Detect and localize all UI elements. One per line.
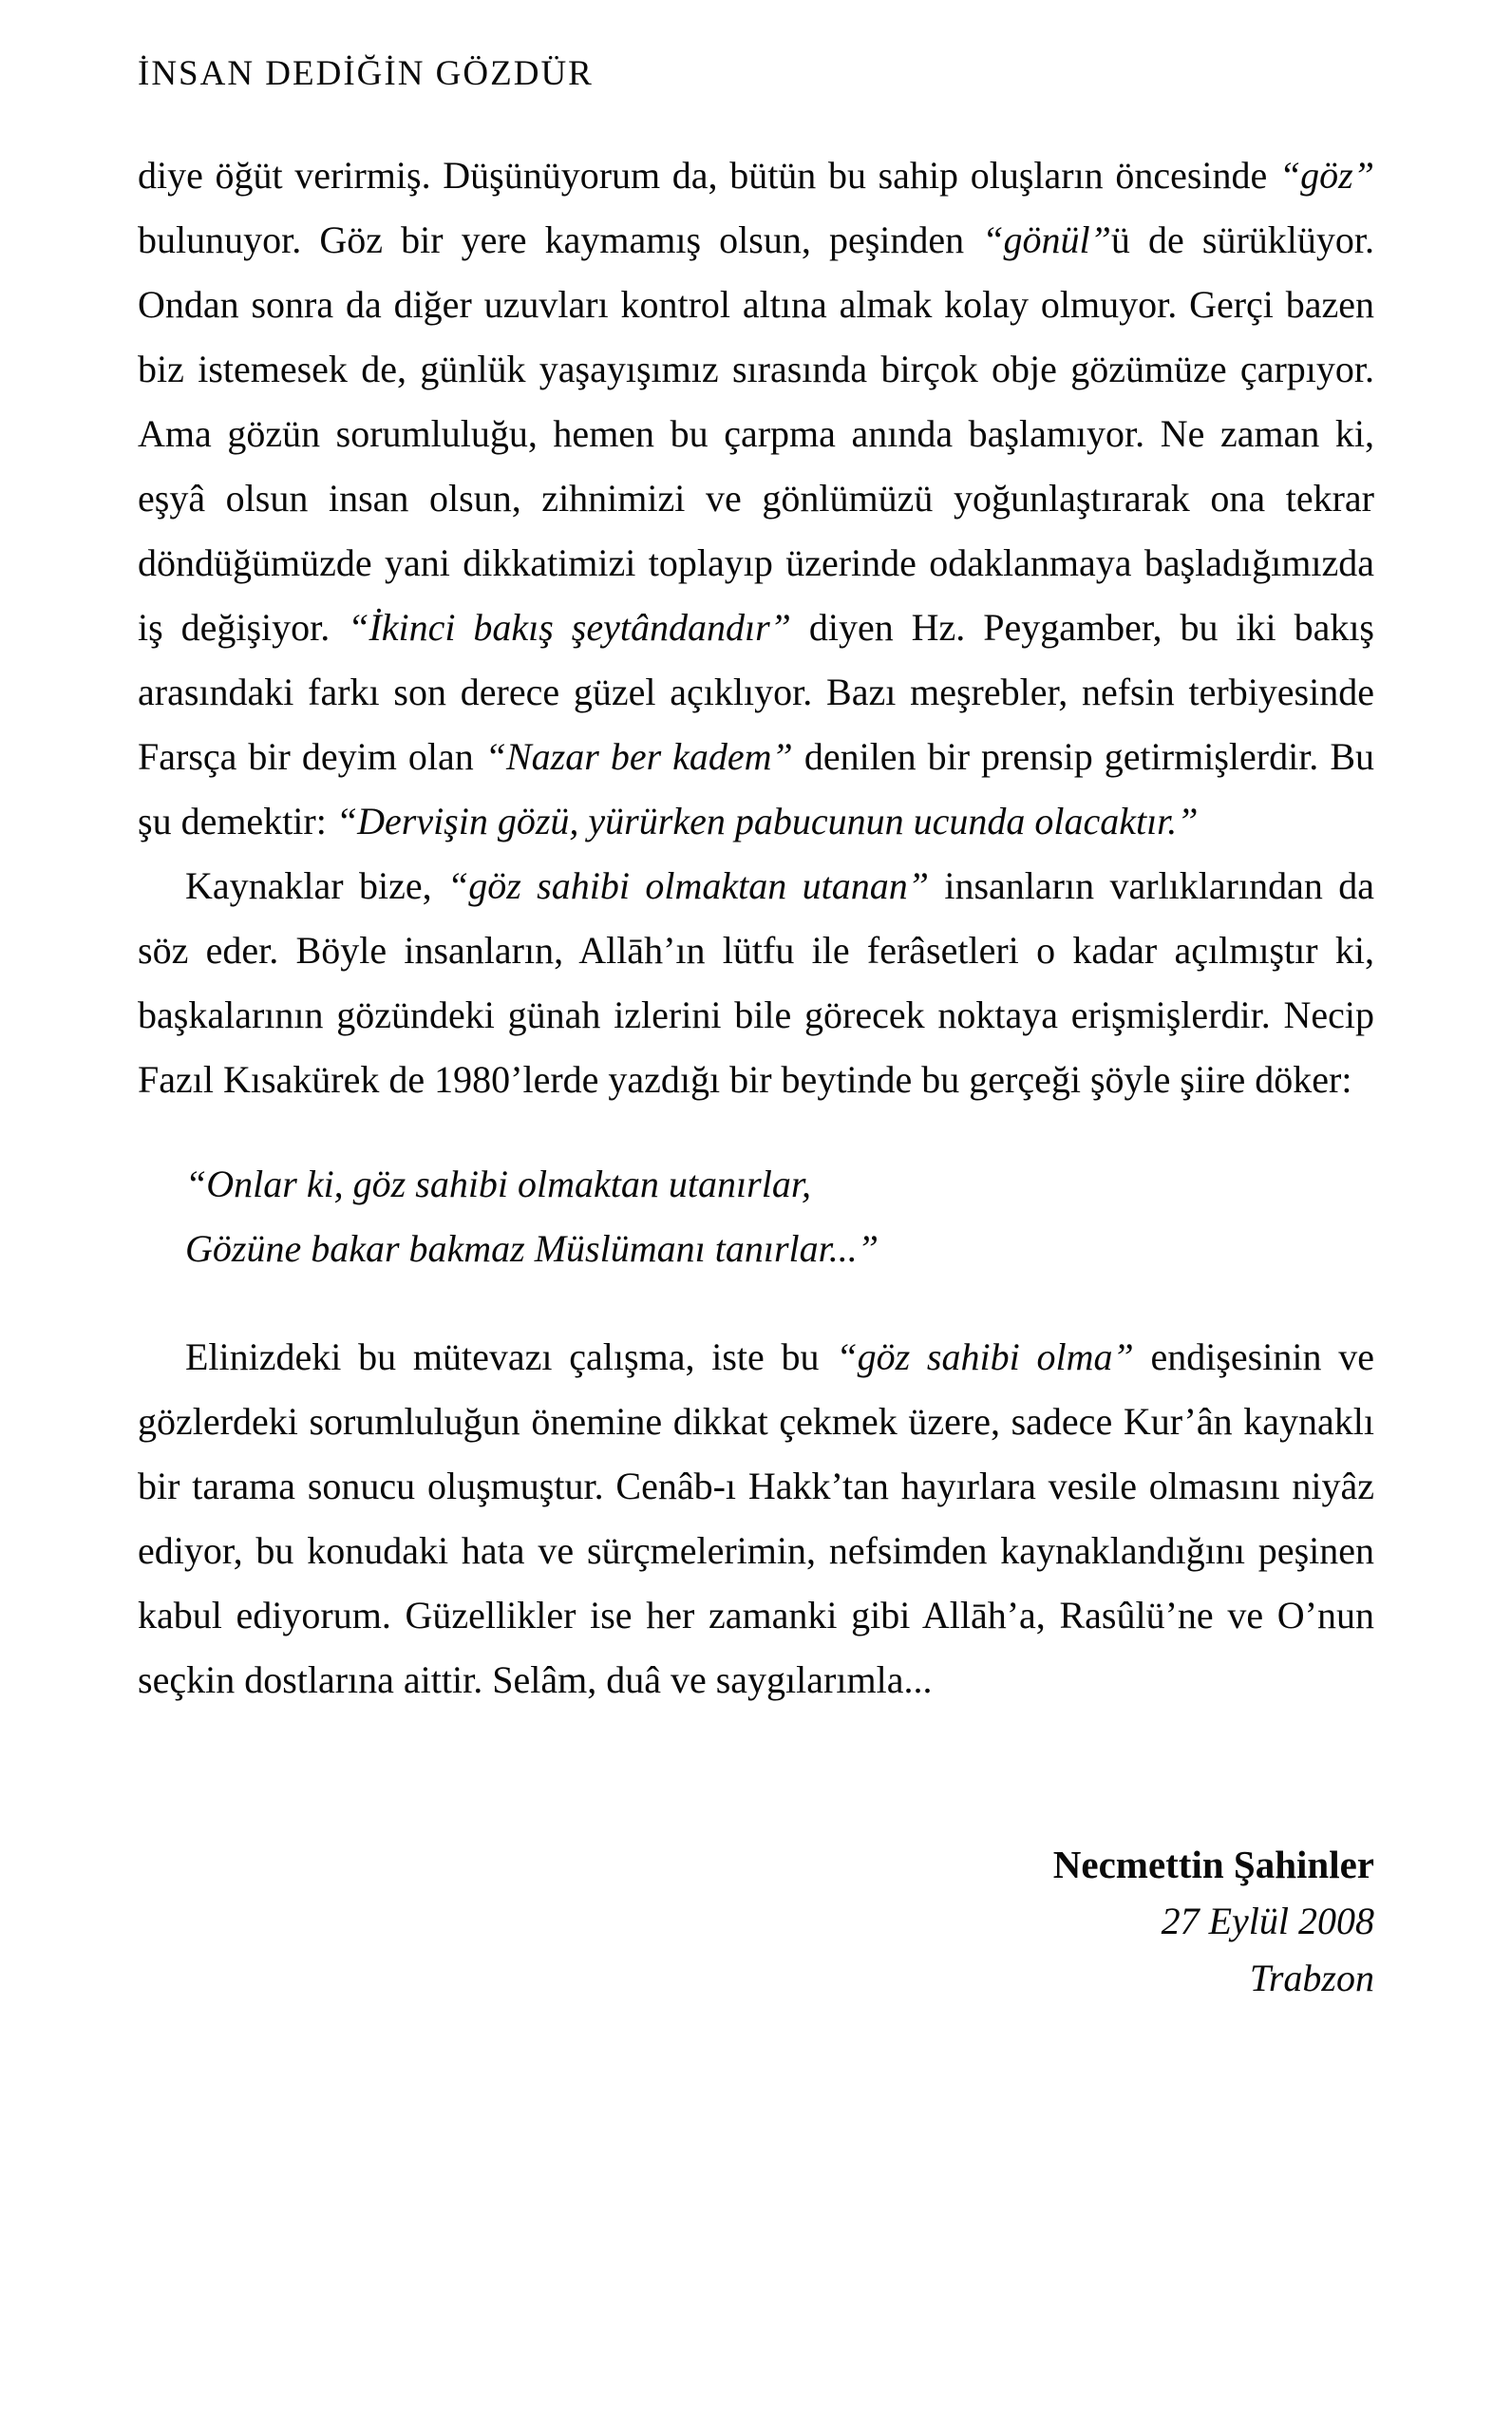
poem — [185, 1152, 1374, 1281]
paragraph — [138, 854, 1374, 1112]
text-segment: bulunuyor. Göz bir yere kaymamış olsun, peşinden — [138, 218, 983, 261]
text-segment: Elinizdeki bu mütevazı çalışma, iste bu — [185, 1335, 837, 1378]
page-body — [138, 143, 1374, 1712]
text-segment: Kaynaklar bize, — [185, 864, 447, 907]
text-segment: denilen bir prensip getirmişlerdir. Bu şu demektir: — [138, 735, 1374, 842]
signature-place: Trabzon — [1249, 1957, 1374, 1999]
text-segment: endişesinin ve gözlerdeki sorumluluğun önemine dikkat çekmek üzere, sadece Kur’ân kaynaklı bir tarama sonucu oluşmuştur. Cenâb-ı Hakk’tan hayırlara vesile olmasını niyâz ediyor, bu konudaki hata ve sürçmelerimin, nefsimden kaynaklandığını peşinen kabul ediyorum. Güzellikler ise her zamanki gibi Allāh’a, Rasûlü’ne ve O’nun seçkin dostlarına aittir. Selâm, duâ ve saygılarımla... — [138, 1335, 1374, 1701]
signature-name: Necmettin Şahinler — [1052, 1843, 1374, 1886]
italic-text-segment: “göz sahibi olmaktan utanan” — [446, 864, 929, 907]
poem-line: “Onlar ki, göz sahibi olmaktan utanırlar, — [185, 1163, 811, 1205]
signature-date: 27 Eylül 2008 — [1161, 1900, 1374, 1942]
text-segment: ü de sürüklüyor. Ondan sonra da diğer uzuvları kontrol altına almak kolay olmuyor. Gerçi bazen biz istemesek de, günlük yaşayışımız sırasında birçok obje gözümüze çarpıyor. Ama gözün sorumluluğu, hemen bu çarpma anında başlamıyor. Ne zaman ki, eşyâ olsun insan olsun, zihnimizi ve gönlümüzü yoğunlaştırarak ona tekrar döndüğümüzde yani dikkatimizi toplayıp üzerinde odaklanmaya başladığımızda iş değişiyor. — [138, 218, 1374, 649]
paragraph — [138, 1325, 1374, 1712]
text-segment: insanların varlıklarından da söz eder. Böyle insanların, Allāh’ın lütfu ile ferâsetleri o kadar açılmıştır ki, başkalarının gözündeki günah izlerini bile görecek noktaya erişmişlerdir. Necip Fazıl Kısakürek de 1980’lerde yazdığı bir beytinde bu gerçeği şöyle şiire döker: — [138, 864, 1374, 1101]
italic-text-segment: “Dervişin gözü, yürürken pabucunun ucunda olacaktır.” — [335, 800, 1199, 842]
italic-text-segment: “İkinci bakış şeytândandır” — [348, 606, 791, 649]
italic-text-segment: “Nazar ber kadem” — [484, 735, 793, 778]
paragraph — [138, 143, 1374, 854]
text-segment: diye öğüt verirmiş. Düşünüyorum da, bütün bu sahip oluşların öncesinde — [138, 154, 1279, 197]
signature-block — [138, 1836, 1374, 2007]
poem-line: Gözüne bakar bakmaz Müslümanı tanırlar...” — [185, 1227, 879, 1270]
italic-text-segment: “göz” — [1278, 154, 1374, 197]
text-segment: diyen Hz. Peygamber, bu iki bakış arasındaki farkı son derece güzel açıklıyor. Bazı meşrebler, nefsin terbiyesinde Farsça bir deyim olan — [138, 606, 1374, 778]
italic-text-segment: “göz sahibi olma” — [836, 1335, 1134, 1378]
running-header: İNSAN DEDİĞİN GÖZDÜR — [138, 54, 594, 93]
italic-text-segment: “gönül” — [982, 218, 1111, 261]
